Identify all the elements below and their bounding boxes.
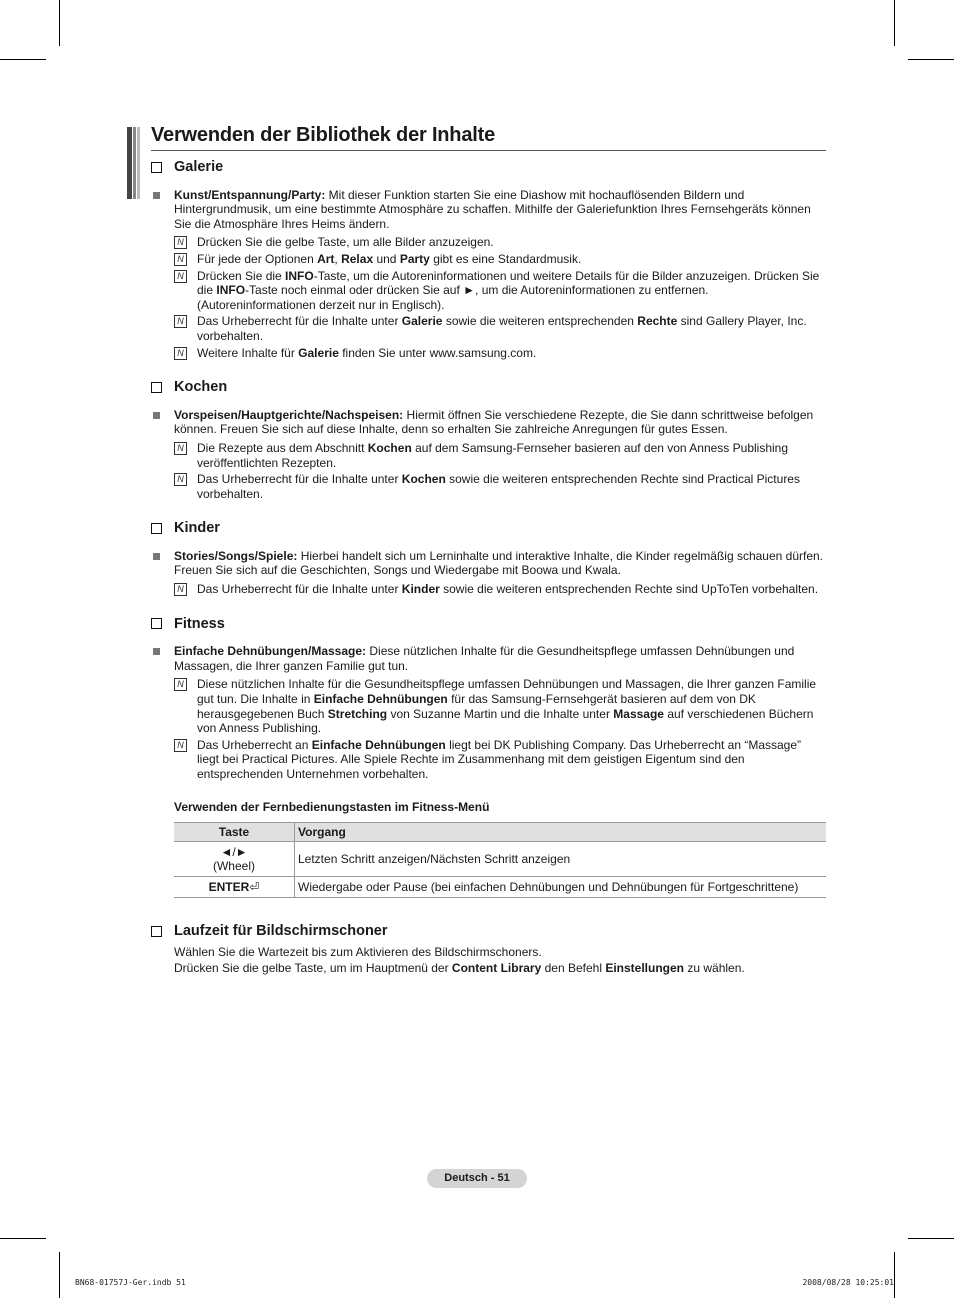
note: N Das Urheberrecht für die Inhalte unter Kinder sowie die weiteren entsprechenden Rechte sind UpToTen vorbehalten. [151,582,826,597]
main-content [151,160,826,996]
crop-mark [894,1252,895,1298]
action-cell: Letzten Schritt anzeigen/Nächsten Schritt anzeigen [295,842,827,877]
crop-mark [908,59,954,60]
checkbox-icon [151,523,162,534]
note-icon: N [174,473,187,486]
note: N Weitere Inhalte für Galerie finden Sie unter www.samsung.com. [151,346,826,361]
checkbox-icon [151,618,162,629]
bullet-paragraph: Einfache Dehnübungen/Massage: Diese nützlichen Inhalte für die Gesundheitspflege umfassen Dehnübungen und Massagen, die Ihrer ganzen Familie gut tun. [151,644,826,673]
note: N Diese nützlichen Inhalte für die Gesundheitspflege umfassen Dehnübungen und Massagen, die Ihrer ganzen Familie gut tun. Die Inhalte in Einfache Dehnübungen für das Samsung-Fernsehgerät basieren auf dem von DK herausgegebenen Buch Stretching von Suzanne Martin und die Inhalte unter Massage auf verschiedenen Büchern von Anness Publishing. [151,677,826,735]
section-fitness [151,617,826,899]
bullet-paragraph: Stories/Songs/Spiele: Hierbei handelt sich um Lerninhalte und interaktive Inhalte, die Kinder regelmäßig schauen dürfen. Freuen Sie sich auf die Geschichten, Songs und Wiedergabe mit Boowa und Kwala. [151,549,826,578]
remote-keys-table [174,822,826,898]
page-number-badge: Deutsch - 51 [427,1169,527,1188]
note-icon: N [174,270,187,283]
column-header: Vorgang [295,823,827,842]
key-cell: ◄/► (Wheel) [174,842,295,877]
crop-mark [59,1252,60,1298]
note: N Das Urheberrecht an Einfache Dehnübungen liegt bei DK Publishing Company. Das Urheberrecht an “Massage” liegt bei Practical Pictures. Alle Spiele Rechte im Zusammenhang mit dem geistigen Eigentum sind den entsprechenden Unternehmen vorbehalten. [151,738,826,782]
table-row [174,842,826,877]
crop-mark [0,1238,46,1239]
note: N Das Urheberrecht für die Inhalte unter Kochen sowie die weiteren entsprechenden Rechte sind Practical Pictures vorbehalten. [151,472,826,501]
square-bullet-icon [153,192,160,199]
checkbox-icon [151,162,162,173]
bullet-paragraph: Kunst/Entspannung/Party: Mit dieser Funktion starten Sie eine Diashow mit hochauflösenden Bildern und Hintergrundmusik, um eine bestimmte Atmosphäre zu schaffen. Mithilfe der Galeriefunktion Ihres Fernsehgeräts können Sie die Atmosphäre Ihres Heims ändern. [151,188,826,232]
note: N Drücken Sie die INFO-Taste, um die Autoreninformationen und weitere Details für die Bilder anzuzeigen. Drücken Sie die INFO-Taste noch einmal oder drücken Sie auf ►, um die Autoreninformationen zu entfernen.(Autoreninformationen derzeit nur in Englisch). [151,269,826,313]
note: N Das Urheberrecht für die Inhalte unter Galerie sowie die weiteren entsprechenden Rechte sind Gallery Player, Inc. vorbehalten. [151,314,826,343]
checkbox-icon [151,382,162,393]
note-icon: N [174,739,187,752]
note-icon: N [174,583,187,596]
square-bullet-icon [153,553,160,560]
table-row [174,877,826,898]
section-laufzeit [151,924,826,976]
checkbox-icon [151,926,162,937]
crop-mark [894,0,895,46]
square-bullet-icon [153,648,160,655]
bullet-paragraph: Vorspeisen/Hauptgerichte/Nachspeisen: Hiermit öffnen Sie verschiedene Rezepte, die Sie dann schrittweise befolgen können. Freuen Sie sich auf diese Inhalte, denn so erhalten Sie zahlreiche Anregungen für gutes Essen. [151,408,826,437]
note: N Die Rezepte aus dem Abschnitt Kochen auf dem Samsung-Fernseher basieren auf den von Anness Publishing veröffentlichten Rezepten. [151,441,826,470]
crop-mark [908,1238,954,1239]
page-title: Verwenden der Bibliothek der Inhalte [151,124,495,146]
action-cell: Wiedergabe oder Pause (bei einfachen Dehnübungen und Dehnübungen für Fortgeschrittene) [295,877,827,898]
square-bullet-icon [153,412,160,419]
note-icon: N [174,678,187,691]
section-kochen [151,380,826,501]
enter-icon: ⏎ [249,880,260,895]
note: N Für jede der Optionen Art, Relax und Party gibt es eine Standardmusik. [151,252,826,267]
section-kinder [151,521,826,596]
note: N Drücken Sie die gelbe Taste, um alle Bilder anzuzeigen. [151,235,826,250]
column-header: Taste [174,823,295,842]
note-icon: N [174,236,187,249]
section-heading: Fitness [151,617,826,632]
note-icon: N [174,315,187,328]
paragraph: Drücken Sie die gelbe Taste, um im Hauptmenü der Content Library den Befehl Einstellungen zu wählen. [174,961,745,976]
note-icon: N [174,347,187,360]
table-title: Verwenden der Fernbedienungstasten im Fitness-Menü [174,799,490,814]
crop-mark [59,0,60,46]
note-icon: N [174,442,187,455]
section-heading: Kinder [151,521,826,536]
section-heading: Laufzeit für Bildschirmschoner [151,924,826,939]
title-divider [151,150,826,151]
section-heading: Kochen [151,380,826,395]
crop-mark [0,59,46,60]
note-icon: N [174,253,187,266]
file-info: BN68-01757J-Ger.indb 51 [75,1278,186,1287]
section-heading: Galerie [151,160,826,175]
section-galerie [151,160,826,360]
print-timestamp: 2008/08/28 10:25:01 [802,1278,894,1287]
key-cell: ENTER⏎ [174,877,295,898]
paragraph: Wählen Sie die Wartezeit bis zum Aktivieren des Bildschirmschoners. [174,944,542,959]
table-header-row [174,823,826,842]
